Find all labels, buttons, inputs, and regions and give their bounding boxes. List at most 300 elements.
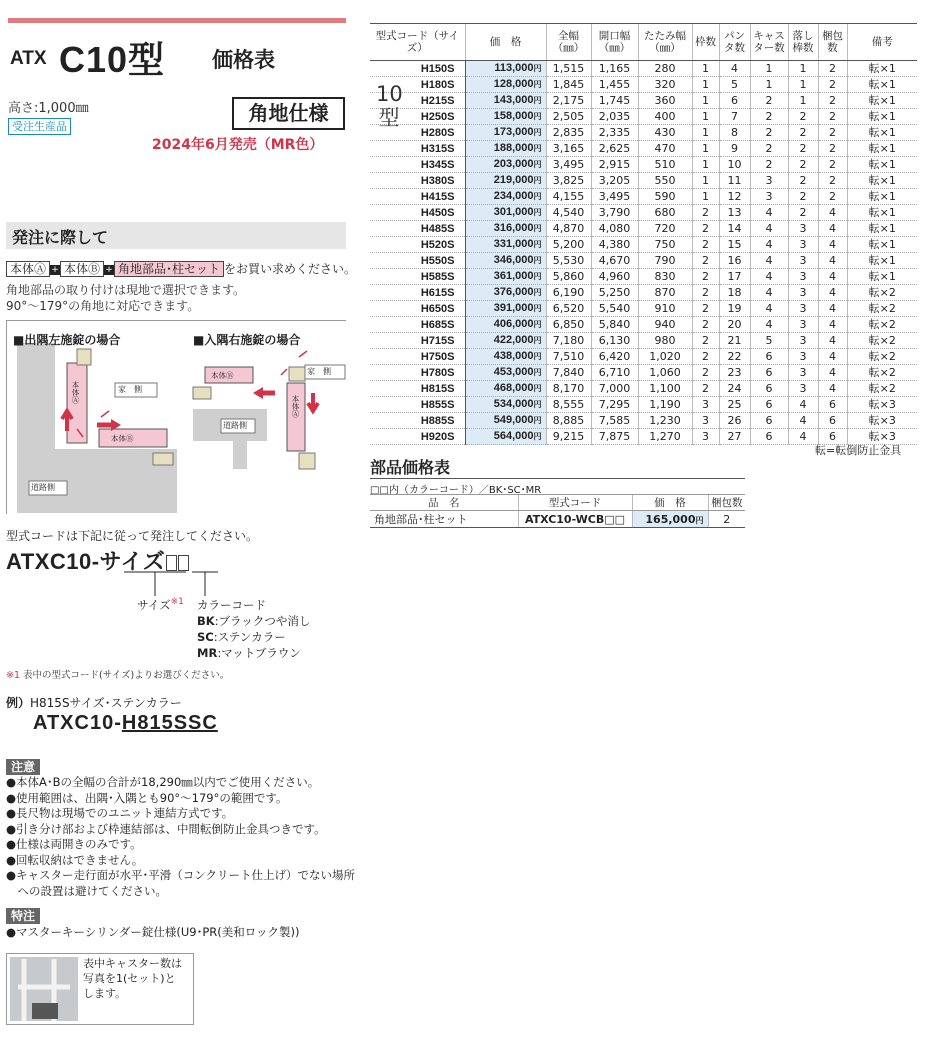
table-cell: 6,710 (591, 365, 638, 381)
table-cell: 1 (750, 61, 788, 77)
table-cell: 376,000円 (465, 285, 546, 301)
table-row (370, 141, 917, 157)
table-cell: 2 (692, 365, 719, 381)
table-cell: 3,825 (546, 173, 591, 189)
table-cell: 転×1 (847, 109, 917, 125)
table-cell: 1,060 (638, 365, 692, 381)
table-row (370, 349, 917, 365)
table-cell: 6 (750, 429, 788, 445)
table-row (370, 269, 917, 285)
table-cell: H550S (370, 253, 465, 269)
table-cell: 6,130 (591, 333, 638, 349)
table-cell: 6 (818, 413, 847, 429)
table-cell: 2 (788, 157, 818, 173)
parts-table-title: 部品価格表 (370, 458, 451, 477)
table-cell: 転×1 (847, 125, 917, 141)
example-code: ATXC10-H815SSC (33, 712, 218, 734)
table-cell: 転×2 (847, 365, 917, 381)
table-cell: 4 (818, 349, 847, 365)
table-cell: 468,000円 (465, 381, 546, 397)
caution-item: への設置は避けてください。 (6, 883, 167, 898)
table-cell: H450S (370, 205, 465, 221)
price-table-header (370, 24, 917, 61)
table-cell: 2 (818, 61, 847, 77)
table-cell: 10 (719, 157, 750, 173)
table-cell: 4 (750, 205, 788, 221)
table-cell: 1 (692, 157, 719, 173)
table-cell: H520S (370, 237, 465, 253)
parts-table-header (370, 495, 745, 511)
table-cell: 4 (788, 397, 818, 413)
table-cell: 8 (719, 125, 750, 141)
table-cell: 転×1 (847, 253, 917, 269)
table-row (370, 365, 917, 381)
table-cell: 3,790 (591, 205, 638, 221)
table-cell: 1 (788, 93, 818, 109)
table-cell: 転×1 (847, 237, 917, 253)
table-cell: 2 (818, 173, 847, 189)
table-row (370, 237, 917, 253)
table-cell: 7 (719, 109, 750, 125)
table-row (370, 157, 917, 173)
table-cell: 転×1 (847, 173, 917, 189)
table-cell: 2 (692, 317, 719, 333)
road-side-label: 道路側 (223, 421, 247, 430)
table-cell: H180S (370, 77, 465, 93)
caution-list (6, 775, 355, 899)
table-cell: 2,335 (591, 125, 638, 141)
part-a-box: 本体Ⓐ (6, 261, 50, 277)
table-cell: 1,515 (546, 61, 591, 77)
table-cell: 19 (719, 301, 750, 317)
table-cell: 910 (638, 301, 692, 317)
table-cell: 3 (692, 429, 719, 445)
table-cell: 4,380 (591, 237, 638, 253)
table-cell: 5,840 (591, 317, 638, 333)
table-cell: 549,000円 (465, 413, 546, 429)
table-row (370, 189, 917, 205)
table-cell: 8,555 (546, 397, 591, 413)
table-cell: 転×1 (847, 141, 917, 157)
table-cell: 6 (818, 397, 847, 413)
made-to-order-badge: 受注生産品 (8, 118, 71, 135)
table-cell: 2 (788, 125, 818, 141)
table-row (370, 61, 917, 77)
table-cell: 20 (719, 317, 750, 333)
table-cell: H215S (370, 93, 465, 109)
corner-spec-box: 角地仕様 (232, 97, 345, 130)
table-cell: 9,215 (546, 429, 591, 445)
table-row (370, 285, 917, 301)
table-cell: 転×1 (847, 221, 917, 237)
table-cell: 2 (750, 125, 788, 141)
table-cell: H415S (370, 189, 465, 205)
table-cell: 2 (788, 173, 818, 189)
table-cell: 470 (638, 141, 692, 157)
table-cell: 転×2 (847, 301, 917, 317)
table-row (370, 93, 917, 109)
caution-item: ●本体A･Bの全幅の合計が18,290㎜以内でご使用ください。 (6, 775, 320, 789)
code-intro: 型式コードは下記に従って発注してください。 (6, 529, 259, 543)
code-footnote: ※1 表中の型式コード(サイズ)よりお選びください。 (6, 670, 230, 681)
table-cell: 7,000 (591, 381, 638, 397)
table-cell: 2,625 (591, 141, 638, 157)
table-cell: 1,745 (591, 93, 638, 109)
table-cell: 2 (750, 141, 788, 157)
table-cell: 790 (638, 253, 692, 269)
table-cell: 3 (788, 285, 818, 301)
table-cell: H855S (370, 397, 465, 413)
table-cell: ATXC10-WCB□□ (518, 511, 632, 528)
table-cell: 280 (638, 61, 692, 77)
purchase-text: をお買い求めください。 (224, 262, 357, 276)
table-cell: 転×1 (847, 269, 917, 285)
column-header: 型式コード（サイズ） (370, 24, 465, 61)
table-cell: 1 (750, 77, 788, 93)
table-cell: 6 (818, 429, 847, 445)
caution-item: ●回転収納はできません。 (6, 852, 144, 867)
table-cell: 13 (719, 205, 750, 221)
table-row (370, 77, 917, 93)
table-cell: 3 (788, 317, 818, 333)
height-spec: 高さ:1,000㎜ (8, 101, 89, 116)
road-side-label: 道路側 (31, 483, 55, 492)
table-cell: 4 (818, 205, 847, 221)
corner-part-box: 角地部品･柱セット (114, 261, 224, 277)
table-cell: 4,870 (546, 221, 591, 237)
table-cell: 680 (638, 205, 692, 221)
table-cell: 3 (692, 413, 719, 429)
table-cell: 2,835 (546, 125, 591, 141)
table-cell: 4 (818, 333, 847, 349)
diagram-left-title: ■出隅左施錠の場合 (13, 333, 121, 347)
table-cell: 2 (692, 285, 719, 301)
table-cell: 4,080 (591, 221, 638, 237)
table-row (370, 205, 917, 221)
table-cell: 11 (719, 173, 750, 189)
table-cell: 6 (750, 365, 788, 381)
column-header: 開口幅（㎜） (591, 24, 638, 61)
table-cell: 4 (788, 429, 818, 445)
table-cell: 1 (692, 189, 719, 205)
example-label: 例）H815Sサイズ･ステンカラー (6, 696, 182, 710)
table-cell: 8,885 (546, 413, 591, 429)
table-cell: 6,190 (546, 285, 591, 301)
table-cell: 転×1 (847, 157, 917, 173)
caution-item: ●仕様は両開きのみです。 (6, 837, 142, 851)
table-cell: H345S (370, 157, 465, 173)
table-cell: 6,850 (546, 317, 591, 333)
table-cell: 361,000円 (465, 269, 546, 285)
table-cell: 6 (750, 381, 788, 397)
table-cell: 2 (818, 189, 847, 205)
table-cell: 2 (818, 109, 847, 125)
table-cell: 転×2 (847, 333, 917, 349)
table-cell: 1 (692, 77, 719, 93)
table-cell: H885S (370, 413, 465, 429)
table-cell: 5,530 (546, 253, 591, 269)
table-cell: 406,000円 (465, 317, 546, 333)
table-cell: 5 (719, 77, 750, 93)
table-cell: 1 (692, 173, 719, 189)
table-cell: 2 (788, 109, 818, 125)
table-cell: 360 (638, 93, 692, 109)
column-header: パンタ数 (719, 24, 750, 61)
page-title: C10型 (59, 39, 166, 80)
table-row (370, 413, 917, 429)
column-header: 品 名 (370, 495, 518, 511)
table-cell: 550 (638, 173, 692, 189)
table-cell: 22 (719, 349, 750, 365)
table-cell: 1,455 (591, 77, 638, 93)
table-cell: 1,190 (638, 397, 692, 413)
table-cell: 2 (692, 349, 719, 365)
table-cell: 3 (750, 173, 788, 189)
table-cell: 21 (719, 333, 750, 349)
table-cell: 400 (638, 109, 692, 125)
type-label: 10型 (376, 82, 403, 130)
table-cell: 6 (719, 93, 750, 109)
table-cell: 2 (692, 237, 719, 253)
table-cell: 18 (719, 285, 750, 301)
table-cell: 5,540 (591, 301, 638, 317)
table-cell: 2,175 (546, 93, 591, 109)
table-cell: 5,200 (546, 237, 591, 253)
table-cell: 346,000円 (465, 253, 546, 269)
table-cell: 4 (750, 269, 788, 285)
table-row (370, 397, 917, 413)
table-cell: 316,000円 (465, 221, 546, 237)
table-cell: 転×1 (847, 77, 917, 93)
table-cell: 2 (692, 333, 719, 349)
table-cell: 534,000円 (465, 397, 546, 413)
table-cell: H780S (370, 365, 465, 381)
column-header: たたみ幅（㎜） (638, 24, 692, 61)
table-cell: 3,205 (591, 173, 638, 189)
table-cell: 113,000円 (465, 61, 546, 77)
color-code-label: カラーコード (197, 598, 266, 612)
table-cell: 転×3 (847, 429, 917, 445)
title-suffix: 価格表 (212, 48, 275, 72)
table-cell: 14 (719, 221, 750, 237)
diagram-right-title: ■入隅右施錠の場合 (193, 333, 301, 347)
table-cell: 1 (788, 77, 818, 93)
table-cell: 2 (788, 205, 818, 221)
table-cell: 6 (750, 397, 788, 413)
table-cell: 3 (788, 269, 818, 285)
column-header: 落し棒数 (788, 24, 818, 61)
table-cell: 128,000円 (465, 77, 546, 93)
table-cell: 4 (818, 381, 847, 397)
ordering-note: 90°～179°の角地に対応できます。 (6, 299, 200, 313)
table-cell: 転×2 (847, 349, 917, 365)
table-cell: 転×2 (847, 381, 917, 397)
table-cell: 3 (788, 221, 818, 237)
table-cell: 720 (638, 221, 692, 237)
column-header: 梱包数 (818, 24, 847, 61)
table-cell: H380S (370, 173, 465, 189)
caster-photo (10, 957, 78, 1021)
ordering-section-title: 発注に際して (6, 222, 346, 249)
table-cell: H750S (370, 349, 465, 365)
table-cell: 3 (788, 301, 818, 317)
legend-note: 転=転倒防止金具 (815, 444, 902, 457)
caution-item: ●長尺物は現場でのユニット連結方式です。 (6, 806, 234, 820)
table-cell: H685S (370, 317, 465, 333)
table-cell: 3 (788, 381, 818, 397)
table-cell: H650S (370, 301, 465, 317)
special-item: ●マスターキーシリンダー錠仕様(U9･PR(美和ロック製)) (6, 925, 300, 939)
table-cell: 1 (692, 141, 719, 157)
table-cell: 3 (788, 333, 818, 349)
table-row (370, 301, 917, 317)
table-cell: 1,100 (638, 381, 692, 397)
table-cell: 4,670 (591, 253, 638, 269)
table-cell: H920S (370, 429, 465, 445)
table-cell: 4 (818, 221, 847, 237)
table-cell: 4 (750, 237, 788, 253)
table-cell: 422,000円 (465, 333, 546, 349)
table-cell: 2 (750, 109, 788, 125)
table-cell: 4 (750, 253, 788, 269)
ordering-note: 角地部品の取り付けは現地で選択できます。 (6, 283, 246, 297)
table-cell: 4,960 (591, 269, 638, 285)
table-cell: 4 (750, 221, 788, 237)
table-cell: 301,000円 (465, 205, 546, 221)
table-cell: 2 (692, 301, 719, 317)
table-cell: 8,170 (546, 381, 591, 397)
table-cell: 980 (638, 333, 692, 349)
table-cell: 7,295 (591, 397, 638, 413)
table-cell: H585S (370, 269, 465, 285)
table-cell: 1,230 (638, 413, 692, 429)
table-cell: 3 (788, 253, 818, 269)
release-date: 2024年6月発売（MR色） (152, 137, 324, 153)
column-header: 価 格 (465, 24, 546, 61)
table-cell: 4 (818, 285, 847, 301)
table-cell: 203,000円 (465, 157, 546, 173)
table-row (370, 333, 917, 349)
column-header: 型式コード (518, 495, 632, 511)
table-cell: 2 (692, 205, 719, 221)
table-cell: H615S (370, 285, 465, 301)
table-cell: 転×1 (847, 61, 917, 77)
table-cell: 4 (750, 285, 788, 301)
table-cell: 1,270 (638, 429, 692, 445)
caution-item: ●使用範囲は、出隅･入隅とも90°～179°の範囲です。 (6, 790, 288, 805)
table-cell: 188,000円 (465, 141, 546, 157)
table-cell: 転×1 (847, 93, 917, 109)
table-cell: 590 (638, 189, 692, 205)
caster-note: 表中キャスター数は 写真を1(セット)と します。 (83, 957, 182, 1000)
table-cell: 5 (750, 333, 788, 349)
table-cell: 391,000円 (465, 301, 546, 317)
caster-photo-box (6, 953, 194, 1025)
table-cell: 2 (708, 511, 745, 528)
table-cell: 角地部品･柱セット (370, 511, 518, 528)
table-cell: 2,505 (546, 109, 591, 125)
table-cell: 158,000円 (465, 109, 546, 125)
table-cell: 830 (638, 269, 692, 285)
table-cell: 5,250 (591, 285, 638, 301)
table-cell: 6 (750, 413, 788, 429)
table-cell: 438,000円 (465, 349, 546, 365)
table-cell: 3,165 (546, 141, 591, 157)
table-cell: 2 (788, 141, 818, 157)
column-header: 枠数 (692, 24, 719, 61)
table-cell: 転×1 (847, 205, 917, 221)
table-cell: 2,915 (591, 157, 638, 173)
table-cell: 7,875 (591, 429, 638, 445)
table-cell: 2 (692, 381, 719, 397)
table-cell: 2 (692, 269, 719, 285)
body-a-label: 本体Ⓐ (71, 381, 80, 404)
table-cell: 26 (719, 413, 750, 429)
table-cell: 6 (750, 349, 788, 365)
table-cell: H280S (370, 125, 465, 141)
caution-item: ●キャスター走行面が水平･平滑（コンクリート仕上げ）でない場所 (6, 868, 356, 882)
table-cell: 4,540 (546, 205, 591, 221)
table-cell: 219,000円 (465, 173, 546, 189)
table-cell: 24 (719, 381, 750, 397)
table-cell: 1 (692, 93, 719, 109)
table-cell: 転×2 (847, 285, 917, 301)
table-cell: 430 (638, 125, 692, 141)
table-cell: 7,510 (546, 349, 591, 365)
table-cell: 173,000円 (465, 125, 546, 141)
table-cell: 12 (719, 189, 750, 205)
table-row (370, 317, 917, 333)
table-cell: 234,000円 (465, 189, 546, 205)
table-cell: 7,585 (591, 413, 638, 429)
table-cell: 750 (638, 237, 692, 253)
body-b-label: 本体Ⓑ (211, 371, 234, 380)
table-cell: H715S (370, 333, 465, 349)
table-cell: 転×3 (847, 397, 917, 413)
table-row (370, 221, 917, 237)
table-cell: H815S (370, 381, 465, 397)
table-cell: 7,840 (546, 365, 591, 381)
table-cell: 6,520 (546, 301, 591, 317)
table-cell: 15 (719, 237, 750, 253)
price-table (370, 23, 917, 445)
table-row (370, 381, 917, 397)
table-cell: 4 (818, 269, 847, 285)
table-cell: 転×1 (847, 189, 917, 205)
table-cell: 転×2 (847, 317, 917, 333)
table-cell: 23 (719, 365, 750, 381)
size-label: サイズ$^{※1}$ (137, 597, 184, 612)
table-cell: 2 (818, 125, 847, 141)
table-row (370, 253, 917, 269)
body-a-label: 本体Ⓐ (291, 395, 300, 418)
table-cell: 2 (692, 253, 719, 269)
table-cell: 870 (638, 285, 692, 301)
table-cell: 3 (750, 189, 788, 205)
column-header: 備考 (847, 24, 917, 61)
table-cell: 3 (788, 365, 818, 381)
special-title: 特注 (6, 905, 40, 924)
table-cell: 4 (818, 253, 847, 269)
table-cell: 1 (692, 125, 719, 141)
table-cell: 1 (692, 61, 719, 77)
table-cell: 453,000円 (465, 365, 546, 381)
table-cell: 転×3 (847, 413, 917, 429)
table-cell: 4 (818, 317, 847, 333)
table-cell: 2 (750, 157, 788, 173)
table-cell: H315S (370, 141, 465, 157)
table-cell: 2 (818, 141, 847, 157)
